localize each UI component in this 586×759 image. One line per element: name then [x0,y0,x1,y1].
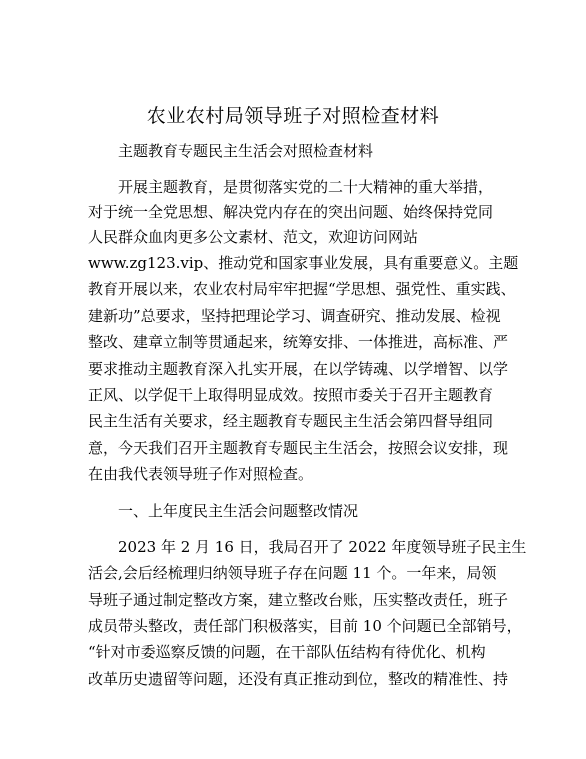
paragraph-line: 整改、建章立制等贯通起来，统筹安排、一体推进，高标准、严 [88,333,509,351]
paragraph-line: 对于统一全党思想、解决党内存在的突出问题、始终保持党同 [88,203,494,221]
paragraph-line: 建新功”总要求，坚持把理论学习、调查研究、推动发展、检视 [88,307,501,325]
section-heading: 一、上年度民主生活会问题整改情况 [118,502,359,520]
paragraph-line: www.zg123.vip、推动党和国家事业发展，具有重要意义。主题 [88,254,519,272]
paragraph-line: 要求推动主题教育深入扎实开展，在以学铸魂、以学增智、以学 [88,360,509,378]
paragraph-line: 民主生活有关要求，经主题教育专题民主生活会第四督导组同 [88,412,494,430]
paragraph-line: 2023 年 2 月 16 日，我局召开了 2022 年度领导班子民主生 [118,538,527,556]
document-title: 农业农村局领导班子对照检查材料 [146,105,440,127]
paragraph-line: 活会,会后经梳理归纳领导班子存在问题 11 个。一年来，局领 [88,564,497,582]
document-subtitle: 主题教育专题民主生活会对照检查材料 [118,142,374,160]
paragraph-line: “针对市委巡察反馈的问题，在干部队伍结构有待优化、机构 [88,643,486,661]
paragraph-line: 正风、以学促干上取得明显成效。按照市委关于召开主题教育 [88,386,494,404]
paragraph-line: 成员带头整改，责任部门积极落实，目前 10 个问题已全部销号， [88,617,522,635]
paragraph-line: 导班子通过制定整改方案，建立整改台账，压实整改责任，班子 [88,591,509,609]
paragraph-line: 意，今天我们召开主题教育专题民主生活会，按照会议安排，现 [88,439,509,457]
paragraph-line: 开展主题教育，是贯彻落实党的二十大精神的重大举措， [118,178,494,196]
paragraph-line: 改革历史遗留等问题，还没有真正推动到位，整改的精准性、持 [88,670,509,688]
paragraph-line: 教育开展以来，农业农村局牢牢把握“学思想、强党性、重实践、 [88,280,516,298]
paragraph-line: 在由我代表领导班子作对照检查。 [88,465,314,483]
paragraph-line: 人民群众血肉更多公文素材、范文，欢迎访问网站 [88,228,419,246]
